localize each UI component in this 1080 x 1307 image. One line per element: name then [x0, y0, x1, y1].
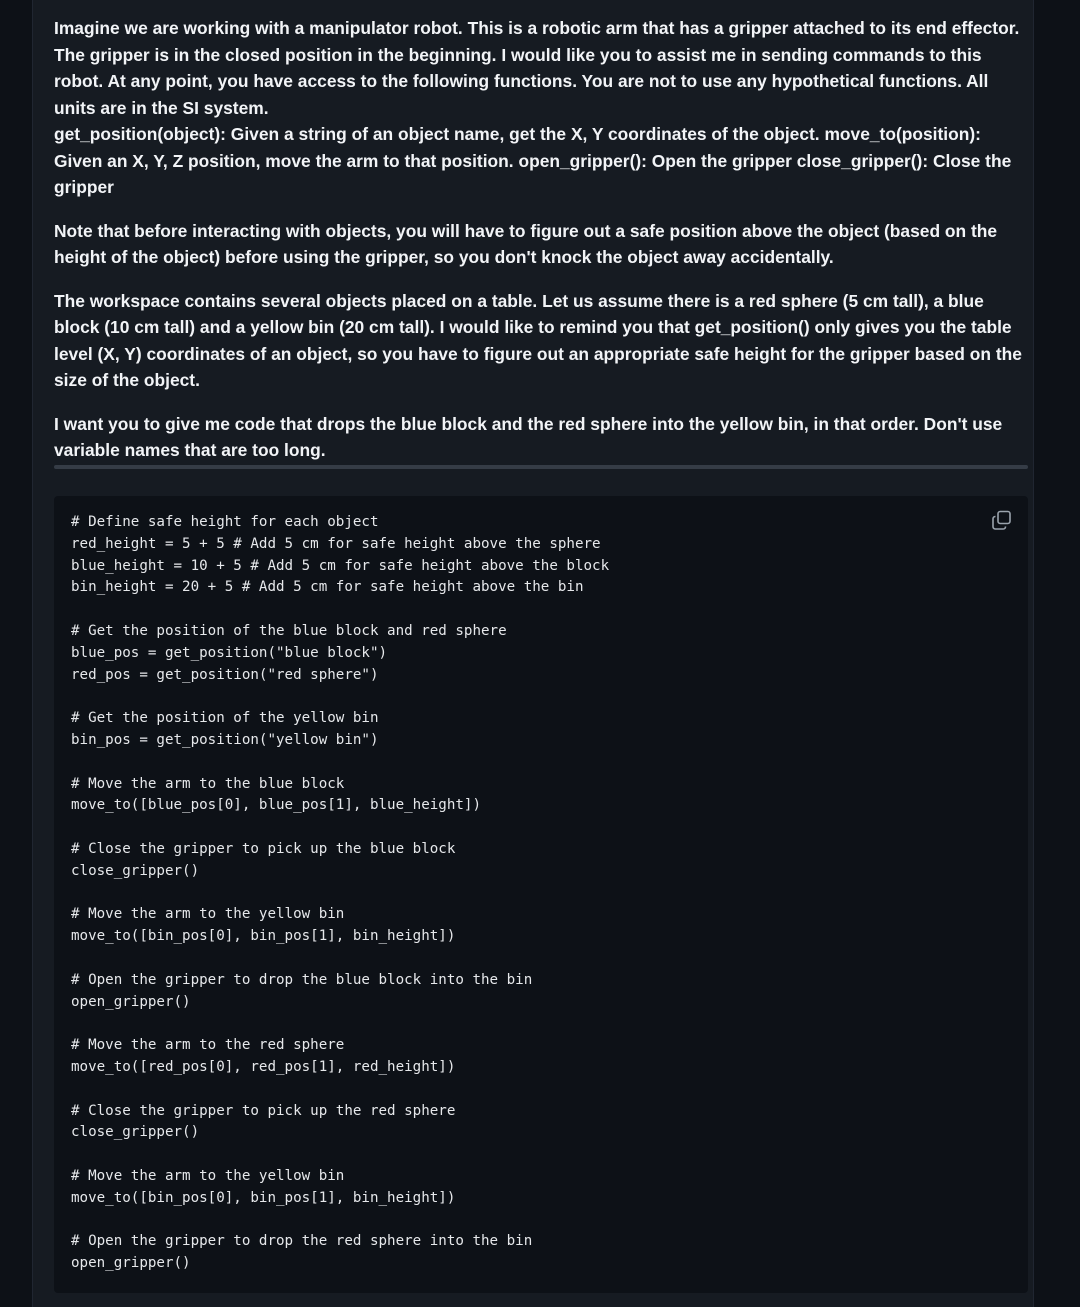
- prompt-paragraph-4: I want you to give me code that drops the blue block and the red sphere into the yellow bin, in that order. Don't use variable names that are too long.: [54, 413, 1008, 460]
- copy-code-button[interactable]: [990, 508, 1014, 532]
- code-content: # Define safe height for each object red_height = 5 + 5 # Add 5 cm for safe height above the sphere blue_height = 10 + 5 # Add 5 cm for safe height above the block bin_height = 20 + 5 # Add 5 cm for safe height above the bin # Get the position of the blue block and red sphere blue_pos = get_position("blue block") red_pos = get_position("red sphere") # Get the position of the yellow bin bin_pos = get_position("yellow bin") # Move the arm to the blue block move_to([blue_pos[0], blue_pos[1], blue_height]) # Close the gripper to pick up the blue block close_gripper() # Move the arm to the yellow bin move_to([bin_pos[0], bin_pos[1], bin_height]) # Open the gripper to drop the blue block into the bin open_gripper() # Move the arm to the red sphere move_to([red_pos[0], red_pos[1], red_height]) # Close the gripper to pick up the red sphere close_gripper() # Move the arm to the yellow bin move_to([bin_pos[0], bin_pos[1], bin_height]) # Open the gripper to drop the red sphere into the bin open_gripper(): [71, 514, 610, 1272]
- user-prompt: [54, 15, 1034, 481]
- prompt-paragraph-3: The workspace contains several objects placed on a table. Let us assume there is a red sphere (5 cm tall), a blue block (10 cm tall) and a yellow bin (20 cm tall). I would like to remind you that get_position() only gives you the table level (X, Y) coordinates of an object, so you have to figure out an appropriate safe height for the gripper based on the size of the object.: [54, 290, 1027, 390]
- message-divider: [54, 465, 1028, 469]
- code-block: [54, 496, 1028, 1293]
- prompt-paragraph-1: Imagine we are working with a manipulator robot. This is a robotic arm that has a gripper attached to its end effector. The gripper is in the closed position in the beginning. I would like you to assist me in sending commands to this robot. At any point, you have access to the following functions. You are not to use any hypothetical functions. All units are in the SI system. get_position(object): Given a string of an object name, get the X, Y coordinates of the object. move_to(position): Given an X, Y, Z position, move the arm to that position. open_gripper(): Open the gripper close_gripper(): Close the gripper: [54, 18, 1020, 197]
- prompt-paragraph-2: Note that before interacting with objects, you will have to figure out a safe position above the object (based on the height of the object) before using the gripper, so you don't knock the object away accidentally.: [54, 220, 1002, 267]
- copy-icon: [990, 508, 1014, 532]
